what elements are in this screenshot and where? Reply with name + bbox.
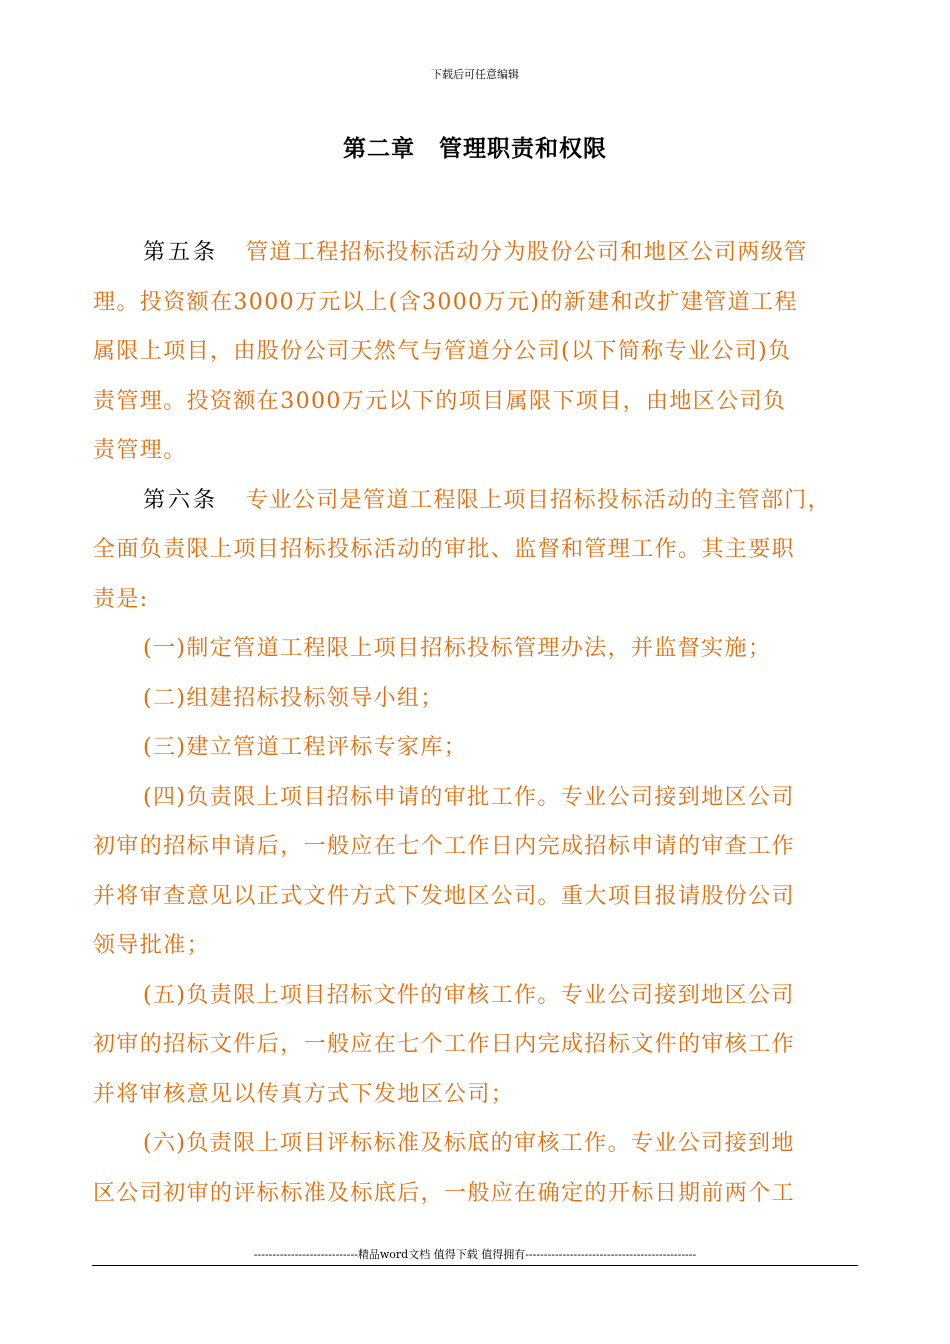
- duty-item-2: (二)组建招标投标领导小组；: [143, 685, 444, 711]
- footer-divider: [92, 1265, 858, 1266]
- page-footer-text: ----------------------------精品word文档 值得下载 值得拥有----------------------------------------------: [253, 1248, 697, 1261]
- article-6-label: 第六条: [143, 487, 219, 513]
- document-body: [93, 228, 858, 1218]
- duty-item-4: (四)负责限上项目招标申请的审批工作。专业公司接到地区公司: [143, 784, 795, 810]
- article-5-text: 管道工程招标投标活动分为股份公司和地区公司两级管: [246, 240, 808, 265]
- article-6-text: 专业公司是管道工程限上项目招标投标活动的主管部门，: [246, 487, 832, 513]
- duty-item-4-line: 领导批准；: [93, 933, 211, 958]
- duty-item-4-line: 并将审查意见以正式文件方式下发地区公司。重大项目报请股份公司: [93, 883, 796, 909]
- article-5-label: 第五条: [143, 240, 219, 265]
- article-6-line: 全面负责限上项目招标投标活动的审批、监督和管理工作。其主要职: [93, 537, 796, 562]
- duty-item-6-line: 区公司初审的评标标准及标底后，一般应在确定的开标日期前两个工: [93, 1180, 796, 1206]
- page-header-note: 下载后可任意编辑: [431, 68, 519, 81]
- article-5-line: 理。投资额在3000万元以上(含3000万元)的新建和改扩建管道工程: [93, 289, 798, 315]
- chapter-title: 第二章 管理职责和权限: [343, 136, 607, 162]
- article-5-line: 属限上项目，由股份公司天然气与管道分公司(以下简称专业公司)负: [93, 339, 792, 364]
- duty-item-4-line: 初审的招标申请后，一般应在七个工作日内完成招标申请的审查工作: [93, 834, 796, 859]
- article-6-line: 责是:: [93, 586, 149, 612]
- duty-item-5: (五)负责限上项目招标文件的审核工作。专业公司接到地区公司: [143, 982, 795, 1008]
- article-5-line: 责管理。投资额在3000万元以下的项目属限下项目，由地区公司负: [93, 388, 787, 414]
- duty-item-5-line: 并将审核意见以传真方式下发地区公司；: [93, 1081, 515, 1107]
- duty-item-3: (三)建立管道工程评标专家库；: [143, 735, 468, 760]
- duty-item-5-line: 初审的招标文件后，一般应在七个工作日内完成招标文件的审核工作: [93, 1032, 796, 1057]
- article-5-line-1: [93, 228, 858, 278]
- duty-item-6: (六)负责限上项目评标标准及标底的审核工作。专业公司接到地: [143, 1131, 795, 1156]
- duty-item-1: (一)制定管道工程限上项目招标投标管理办法，并监督实施；: [143, 636, 772, 661]
- article-6-line-1: [93, 476, 858, 526]
- article-5-line: 责管理。: [93, 438, 187, 463]
